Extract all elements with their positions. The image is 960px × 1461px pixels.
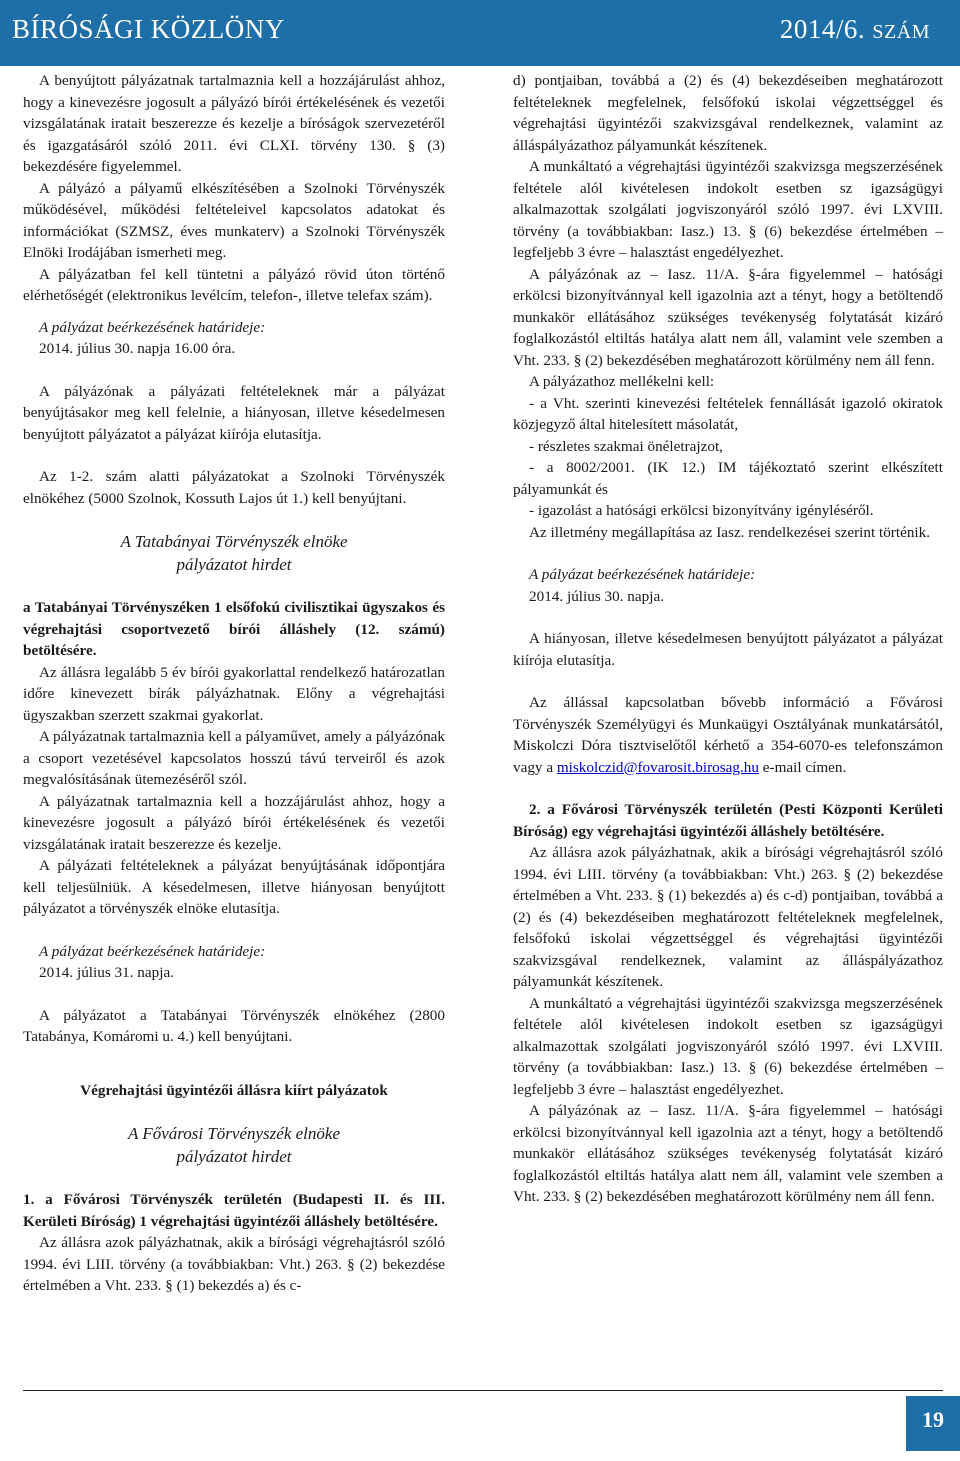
- announcement-heading: A Fővárosi Törvényszék elnöke: [128, 1124, 340, 1143]
- paragraph: A pályázónak a pályázati feltételeknek már a pályázat benyújtásakor meg kell felelnie, a hiányosan, illetve késedelmesen benyújtott pályázatot a pályázat kiírója elutasítja.: [23, 382, 445, 443]
- position-title: 2. a Fővárosi Törvényszék területén (Pesti Központi Kerületi Bíróság) egy végrehajtási ügyintézői álláshely betöltésére.: [513, 801, 943, 840]
- paragraph: A pályázónak az – Iasz. 11/A. §-ára figyelemmel – hatósági erkölcsi bizonyítvánnyal kell igazolnia azt a tényt, hogy a betöltendő munkakör ellátásához szükséges tevékenység folytatását kizáró foglalkozástól eltiltás hatálya alatt nem áll, valamint vele szemben a Vht. 233. § (2) bekezdésében meghatározott körülmény nem áll fenn.: [513, 1102, 943, 1205]
- email-link[interactable]: miskolczid@fovarosit.birosag.hu: [556, 758, 759, 776]
- section-title: Végrehajtási ügyintézői állásra kiírt pályázatok: [80, 1081, 388, 1099]
- deadline-label: A pályázat beérkezésének határideje:: [39, 318, 266, 336]
- contact-text: Az állással kapcsolatban bővebb információ a Fővárosi Törvényszék Személyügyi és Munkaügyi Osztályának munkatársától, Miskolczi Dóra tisztviselőtől kérhető a 354-6070-es telefonszámon vagy a: [513, 694, 943, 776]
- contact-text-end: e-mail címen.: [762, 758, 847, 776]
- journal-header: [0, 0, 960, 66]
- right-column: [513, 70, 943, 1208]
- deadline-date: 2014. július 30. napja 16.00 óra.: [39, 340, 236, 357]
- deadline-label: A pályázat beérkezésének határideje:: [39, 942, 266, 960]
- journal-title: BÍRÓSÁGI KÖZLÖNY: [12, 14, 285, 44]
- paragraph: Az állásra legalább 5 év bírói gyakorlattal rendelkező határozatlan időre kinevezett bírák pályázhatnak. Előny a végrehajtási ügyszakban szerzett szakmai gyakorlat.: [23, 663, 445, 724]
- paragraph: Az 1-2. szám alatti pályázatokat a Szolnoki Törvényszék elnökéhez (5000 Szolnok, Kossuth Lajos út 1.) kell benyújtani.: [23, 468, 445, 507]
- position-title: 1. a Fővárosi Törvényszék területén (Budapesti II. és III. Kerületi Bíróság) 1 végrehajtási ügyintézői álláshely betöltésére.: [23, 1191, 445, 1230]
- paragraph: Az állásra azok pályázhatnak, akik a bírósági végrehajtásról szóló 1994. évi LIII. törvény (a továbbiakban: Vht.) 263. § (2) bekezdése értelmében a Vht. 233. § (1) bekezdés a) és c-: [23, 1234, 445, 1294]
- paragraph: A pályázatnak tartalmaznia kell a hozzájárulást ahhoz, hogy a kinevezésre jogosult a pályázó bírói értékelésének és vezetői vizsgálatának iratait beszerezze és kezelje.: [23, 792, 445, 853]
- announcement-heading: A Tatabányai Törvényszék elnöke: [120, 532, 348, 551]
- contact-paragraph: [513, 692, 943, 778]
- paragraph: A pályázó a pályamű elkészítésében a Szolnoki Törvényszék működésével, működési feltételeivel kapcsolatos adatokat és információkat (SZMSZ, éves munkaterv) a Szolnoki Törvényszék Elnöki Irodájában ismerheti meg.: [23, 179, 445, 261]
- list-item: - a 8002/2001. (IK 12.) IM tájékoztató szerint elkészített pályamunkát és: [513, 459, 943, 498]
- paragraph: A pályázathoz mellékelni kell:: [529, 373, 715, 390]
- deadline-date: 2014. július 30. napja.: [529, 587, 664, 605]
- paragraph: A munkáltató a végrehajtási ügyintézői szakvizsga megszerzésének feltétele alól kivételesen indokolt esetben sz igazságügyi alkalmazottak szolgálati jogviszonyáról szóló 1997. évi LXVIII. törvény (a továbbiakban: Iasz.) 13. § (6) bekezdése értelmében – legfeljebb 3 évre – halasztást engedélyezhet.: [513, 994, 943, 1098]
- list-item: - igazolást a hatósági erkölcsi bizonyítvány igényléséről.: [529, 502, 874, 519]
- deadline-label: A pályázat beérkezésének határideje:: [529, 566, 756, 583]
- issue-suffix: SZÁM: [872, 21, 930, 43]
- paragraph: A pályázatot a Tatabányai Törvényszék elnökéhez (2800 Tatabánya, Komáromi u. 4.) kell benyújtani.: [23, 1006, 445, 1045]
- announcement-subheading: pályázatot hirdet: [176, 1147, 292, 1166]
- paragraph: A munkáltató a végrehajtási ügyintézői szakvizsga megszerzésének feltétele alól kivételesen indokolt esetben sz igazságügyi alkalmazottak szolgálati jogviszonyáról szóló 1997. évi LXVIII. törvény (a továbbiakban: Iasz.) 13. § (6) bekezdése értelmében – legfeljebb 3 évre – halasztást engedélyezhet.: [513, 158, 943, 261]
- paragraph: A pályázatban fel kell tüntetni a pályázó rövid úton történő elérhetőségét (elektronikus levélcím, telefon-, illetve telefax szám).: [23, 265, 445, 304]
- paragraph: d) pontjaiban, továbbá a (2) és (4) bekezdéseiben meghatározott feltételeknek megfelelnek, felsőfokú iskolai végzettséggel és végrehajtási ügyintézői szakvizsgával rendelkeznek, valamint az álláspályázathoz pályamunkát készítenek.: [513, 72, 943, 154]
- issue-prefix: 2014/6.: [779, 14, 866, 44]
- issue-number: [780, 14, 930, 45]
- announcement-subheading: pályázatot hirdet: [176, 555, 292, 574]
- paragraph: A hiányosan, illetve késedelmesen benyújtott pályázatot a pályázat kiírója elutasítja.: [513, 630, 943, 669]
- paragraph: Az illetmény megállapítása az Iasz. rendelkezései szerint történik.: [529, 523, 931, 541]
- paragraph: A pályázatnak tartalmaznia kell a pályaművet, amely a pályázónak a csoport vezetésével kapcsolatos hosszú távú terveiről és azok megvalósításának ütemezéséről szól.: [23, 728, 445, 788]
- left-column: [23, 70, 445, 1297]
- paragraph: A pályázati feltételeknek a pályázat benyújtásának időpontjára kell teljesülniük. A késedelmesen, illetve hiányosan benyújtott pályázatot a törvényszék elnöke elutasítja.: [23, 857, 445, 917]
- footer-divider: [23, 1390, 943, 1391]
- list-item: - a Vht. szerinti kinevezési feltételek fennállását igazoló okiratok közjegyző által hitelesített másolatát,: [513, 394, 943, 433]
- paragraph: Az állásra azok pályázhatnak, akik a bírósági végrehajtásról szóló 1994. évi LIII. törvény (a továbbiakban: Vht.) 263. § (2) bekezdése értelmében a Vht. 233. § (1) bekezdés a) és c-d) pontjaiban, továbbá a (2) és (4) bekezdéseiben meghatározott feltételeknek megfelelnek, felsőfokú iskolai végzettséggel és végrehajtási ügyintézői szakvizsgával rendelkeznek, valamint az álláspályázathoz pályamunkát készítenek.: [513, 844, 943, 990]
- list-item: - részletes szakmai önéletrajzot,: [529, 437, 723, 455]
- paragraph: A pályázónak az – Iasz. 11/A. §-ára figyelemmel – hatósági erkölcsi bizonyítvánnyal kell igazolnia azt a tényt, hogy a betöltendő munkakör ellátásához szükséges tevékenység folytatását kizáró foglalkozástól eltiltás hatálya alatt nem áll, valamint vele szemben a Vht. 233. § (2) bekezdésében meghatározott körülmény nem áll fenn.: [513, 265, 943, 369]
- paragraph: A benyújtott pályázatnak tartalmaznia kell a hozzájárulást ahhoz, hogy a kinevezésre jogosult a pályázó bírói értékelésének és vezetői vizsgálatának iratait beszerezze és kezelje a bíróságok szervezetéről és igazgatásáról szóló 2011. évi CLXI. törvény 130. § (3) bekezdésére figyelemmel.: [23, 72, 445, 175]
- deadline-date: 2014. július 31. napja.: [39, 964, 174, 981]
- position-title: a Tatabányai Törvényszéken 1 elsőfokú civilisztikai ügyszakos és végrehajtási csoportvezető bírói álláshely (12. számú) betöltésére.: [23, 599, 445, 659]
- page-number: 19: [922, 1407, 944, 1432]
